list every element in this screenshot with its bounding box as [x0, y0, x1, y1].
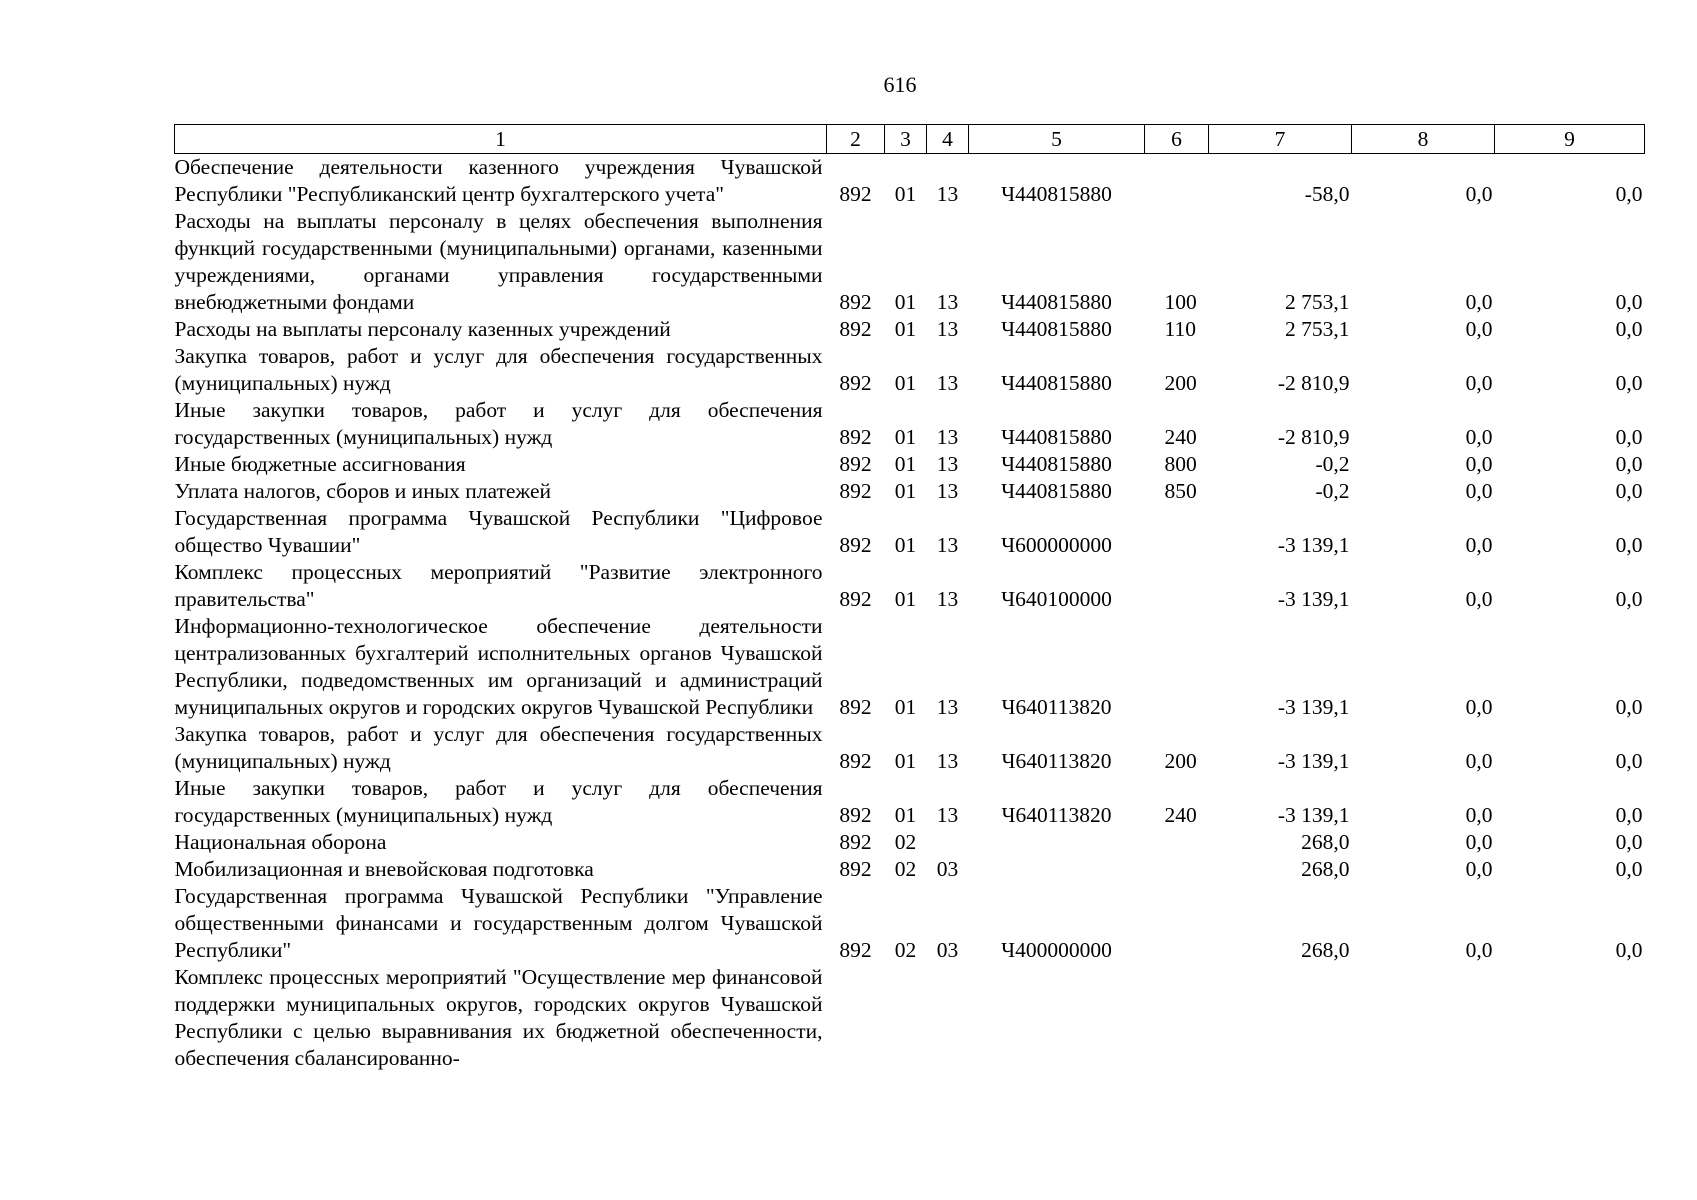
column-header-8: 8 — [1352, 125, 1495, 154]
cell-section: 01 — [894, 290, 917, 314]
cell-section: 01 — [894, 425, 917, 449]
cell-target-article — [969, 964, 1145, 1072]
cell-section: 02 — [894, 857, 917, 881]
cell-amount-col7: -0,2 — [1315, 452, 1350, 476]
cell-subsection: 13 — [936, 290, 959, 314]
cell-expense-type — [1145, 829, 1209, 856]
cell-section: 01 — [894, 749, 917, 773]
cell-amount-col9: 0,0 — [1615, 371, 1643, 395]
cell-section: 01 — [894, 452, 917, 476]
table-row — [175, 478, 1645, 505]
cell-amount-col8: 0,0 — [1465, 533, 1493, 557]
cell-ministry: 892 — [839, 749, 872, 773]
column-header-6: 6 — [1145, 125, 1209, 154]
table-row — [175, 154, 1645, 209]
cell-amount-col8: 0,0 — [1465, 452, 1493, 476]
table-row — [175, 316, 1645, 343]
cell-amount-col8: 0,0 — [1465, 695, 1493, 719]
cell-section: 01 — [894, 182, 917, 206]
row-name: Комплекс процессных мероприятий "Развитие электронного правительства" — [174, 560, 823, 611]
table-row — [175, 964, 1645, 1072]
cell-expense-type: 850 — [1164, 479, 1197, 503]
cell-ministry: 892 — [839, 479, 872, 503]
cell-expense-type: 240 — [1164, 803, 1197, 827]
cell-target-article: Ч440815880 — [1001, 425, 1112, 449]
cell-subsection: 13 — [936, 749, 959, 773]
cell-amount-col8: 0,0 — [1465, 182, 1493, 206]
cell-target-article: Ч440815880 — [1001, 317, 1112, 341]
cell-section: 02 — [894, 938, 917, 962]
table-row — [175, 856, 1645, 883]
cell-ministry: 892 — [839, 425, 872, 449]
cell-ministry: 892 — [839, 857, 872, 881]
table-row — [175, 829, 1645, 856]
cell-subsection: 13 — [936, 587, 959, 611]
row-name: Уплата налогов, сборов и иных платежей — [174, 479, 552, 503]
cell-target-article: Ч440815880 — [1001, 452, 1112, 476]
cell-amount-col7: 2 753,1 — [1285, 317, 1350, 341]
cell-target-article — [969, 856, 1145, 883]
cell-expense-type — [1145, 559, 1209, 613]
cell-ministry: 892 — [839, 830, 872, 854]
cell-subsection: 13 — [936, 371, 959, 395]
cell-amount-col9: 0,0 — [1615, 830, 1643, 854]
column-header-3: 3 — [885, 125, 927, 154]
cell-ministry: 892 — [839, 182, 872, 206]
cell-ministry: 892 — [839, 371, 872, 395]
cell-section: 01 — [894, 803, 917, 827]
cell-ministry: 892 — [839, 452, 872, 476]
cell-subsection: 13 — [936, 479, 959, 503]
cell-section: 01 — [894, 533, 917, 557]
cell-ministry: 892 — [839, 938, 872, 962]
cell-ministry: 892 — [839, 290, 872, 314]
header-row — [175, 125, 1645, 154]
cell-target-article: Ч640113820 — [1001, 749, 1112, 773]
row-name: Государственная программа Чувашской Республики "Управление общественными финансами и государственным долгом Чувашской Республики" — [174, 884, 823, 962]
cell-amount-col9: 0,0 — [1615, 857, 1643, 881]
row-name: Мобилизационная и вневойсковая подготовка — [174, 857, 594, 881]
table-row — [175, 721, 1645, 775]
cell-amount-col8: 0,0 — [1465, 290, 1493, 314]
cell-expense-type: 110 — [1164, 317, 1196, 341]
cell-expense-type — [1145, 964, 1209, 1072]
cell-subsection: 13 — [936, 803, 959, 827]
cell-expense-type: 200 — [1164, 749, 1197, 773]
cell-amount-col8: 0,0 — [1465, 371, 1493, 395]
cell-target-article: Ч440815880 — [1001, 371, 1112, 395]
cell-target-article: Ч640100000 — [1001, 587, 1112, 611]
cell-amount-col9: 0,0 — [1615, 749, 1643, 773]
cell-ministry: 892 — [839, 317, 872, 341]
cell-section: 01 — [894, 587, 917, 611]
cell-amount-col8: 0,0 — [1465, 803, 1493, 827]
cell-ministry: 892 — [839, 533, 872, 557]
cell-section: 01 — [894, 479, 917, 503]
column-header-7: 7 — [1209, 125, 1352, 154]
cell-amount-col7: -3 139,1 — [1277, 587, 1350, 611]
cell-expense-type: 800 — [1164, 452, 1197, 476]
cell-subsection: 13 — [936, 533, 959, 557]
cell-section: 01 — [894, 695, 917, 719]
table-row — [175, 208, 1645, 316]
cell-section — [885, 964, 927, 1072]
cell-amount-col8: 0,0 — [1465, 938, 1493, 962]
cell-amount-col7: 268,0 — [1301, 857, 1350, 881]
cell-ministry: 892 — [839, 803, 872, 827]
cell-ministry: 892 — [839, 587, 872, 611]
column-header-4: 4 — [927, 125, 969, 154]
cell-amount-col7 — [1209, 964, 1352, 1072]
cell-amount-col8: 0,0 — [1465, 830, 1493, 854]
cell-amount-col7: 268,0 — [1301, 938, 1350, 962]
cell-target-article: Ч600000000 — [1001, 533, 1112, 557]
cell-subsection — [927, 829, 969, 856]
table-row — [175, 505, 1645, 559]
column-header-9: 9 — [1495, 125, 1645, 154]
table-header — [175, 125, 1645, 154]
cell-amount-col9: 0,0 — [1615, 803, 1643, 827]
row-name: Расходы на выплаты персоналу казенных учреждений — [174, 317, 671, 341]
row-name: Национальная оборона — [174, 830, 387, 854]
cell-subsection: 13 — [936, 452, 959, 476]
cell-amount-col9 — [1495, 964, 1645, 1072]
row-name: Информационно-технологическое обеспечение деятельности централизованных бухгалтерий исполнительных органов Чувашской Республики, подведомственных им организаций и администраций муниципальных округов и городских округов Чувашской Республики — [174, 614, 823, 719]
table-row — [175, 451, 1645, 478]
table-body — [175, 154, 1645, 1073]
cell-amount-col7: -0,2 — [1315, 479, 1350, 503]
row-name: Расходы на выплаты персоналу в целях обеспечения выполнения функций государственными (муниципальными) органами, казенными учреждениями, органами управления государственными внебюджетными фондами — [174, 209, 823, 314]
cell-expense-type: 240 — [1164, 425, 1197, 449]
cell-subsection: 03 — [936, 857, 959, 881]
cell-amount-col9: 0,0 — [1615, 695, 1643, 719]
budget-table — [174, 124, 1645, 1072]
cell-target-article: Ч440815880 — [1001, 182, 1112, 206]
cell-subsection: 03 — [936, 938, 959, 962]
column-header-2: 2 — [827, 125, 885, 154]
cell-amount-col7: -2 810,9 — [1277, 425, 1350, 449]
table-row — [175, 343, 1645, 397]
cell-ministry: 892 — [839, 695, 872, 719]
row-name: Государственная программа Чувашской Республики "Цифровое общество Чувашии" — [174, 506, 823, 557]
row-name: Иные закупки товаров, работ и услуг для обеспечения государственных (муниципальных) нужд — [174, 398, 823, 449]
column-header-1: 1 — [175, 125, 827, 154]
cell-expense-type: 100 — [1164, 290, 1197, 314]
cell-amount-col7: -3 139,1 — [1277, 533, 1350, 557]
cell-amount-col8: 0,0 — [1465, 479, 1493, 503]
cell-subsection: 13 — [936, 425, 959, 449]
cell-subsection: 13 — [936, 317, 959, 341]
table-row — [175, 883, 1645, 964]
cell-amount-col8: 0,0 — [1465, 587, 1493, 611]
cell-amount-col9: 0,0 — [1615, 425, 1643, 449]
table-row — [175, 613, 1645, 721]
cell-section: 01 — [894, 317, 917, 341]
cell-amount-col7: -2 810,9 — [1277, 371, 1350, 395]
table-row — [175, 775, 1645, 829]
cell-subsection — [927, 964, 969, 1072]
cell-section: 01 — [894, 371, 917, 395]
cell-amount-col8 — [1352, 964, 1495, 1072]
cell-amount-col9: 0,0 — [1615, 182, 1643, 206]
cell-amount-col9: 0,0 — [1615, 533, 1643, 557]
cell-amount-col7: 2 753,1 — [1285, 290, 1350, 314]
row-name: Закупка товаров, работ и услуг для обеспечения государственных (муниципальных) нужд — [174, 344, 823, 395]
table-row — [175, 397, 1645, 451]
cell-amount-col8: 0,0 — [1465, 425, 1493, 449]
cell-subsection: 13 — [936, 695, 959, 719]
cell-expense-type — [1145, 883, 1209, 964]
cell-expense-type — [1145, 856, 1209, 883]
cell-amount-col9: 0,0 — [1615, 479, 1643, 503]
row-name: Иные закупки товаров, работ и услуг для обеспечения государственных (муниципальных) нужд — [174, 776, 823, 827]
row-name: Обеспечение деятельности казенного учреждения Чувашской Республики "Республиканский центр бухгалтерского учета" — [174, 155, 823, 206]
cell-expense-type — [1145, 154, 1209, 209]
cell-subsection: 13 — [936, 182, 959, 206]
cell-ministry — [827, 964, 885, 1072]
cell-expense-type: 200 — [1164, 371, 1197, 395]
cell-expense-type — [1145, 505, 1209, 559]
page-number: 616 — [883, 72, 917, 97]
cell-amount-col7: -3 139,1 — [1277, 803, 1350, 827]
cell-amount-col9: 0,0 — [1615, 317, 1643, 341]
cell-amount-col8: 0,0 — [1465, 749, 1493, 773]
cell-amount-col8: 0,0 — [1465, 317, 1493, 341]
column-header-5: 5 — [969, 125, 1145, 154]
cell-amount-col7: -3 139,1 — [1277, 695, 1350, 719]
cell-expense-type — [1145, 613, 1209, 721]
cell-target-article: Ч440815880 — [1001, 479, 1112, 503]
table-row — [175, 559, 1645, 613]
cell-amount-col9: 0,0 — [1615, 587, 1643, 611]
cell-amount-col7: -58,0 — [1304, 182, 1350, 206]
cell-amount-col8: 0,0 — [1465, 857, 1493, 881]
cell-amount-col9: 0,0 — [1615, 938, 1643, 962]
cell-amount-col7: -3 139,1 — [1277, 749, 1350, 773]
cell-target-article: Ч640113820 — [1001, 695, 1112, 719]
cell-target-article: Ч640113820 — [1001, 803, 1112, 827]
cell-target-article: Ч400000000 — [1001, 938, 1112, 962]
row-name: Иные бюджетные ассигнования — [174, 452, 466, 476]
cell-amount-col7: 268,0 — [1301, 830, 1350, 854]
cell-section: 02 — [894, 830, 917, 854]
row-name: Комплекс процессных мероприятий "Осуществление мер финансовой поддержки муниципальных округов, городских округов Чувашской Республики с целью выравнивания их бюджетной обеспеченности, обеспечения сбалансированно- — [174, 965, 823, 1070]
cell-amount-col9: 0,0 — [1615, 452, 1643, 476]
cell-target-article: Ч440815880 — [1001, 290, 1112, 314]
row-name: Закупка товаров, работ и услуг для обеспечения государственных (муниципальных) нужд — [174, 722, 823, 773]
cell-amount-col9: 0,0 — [1615, 290, 1643, 314]
cell-target-article — [969, 829, 1145, 856]
